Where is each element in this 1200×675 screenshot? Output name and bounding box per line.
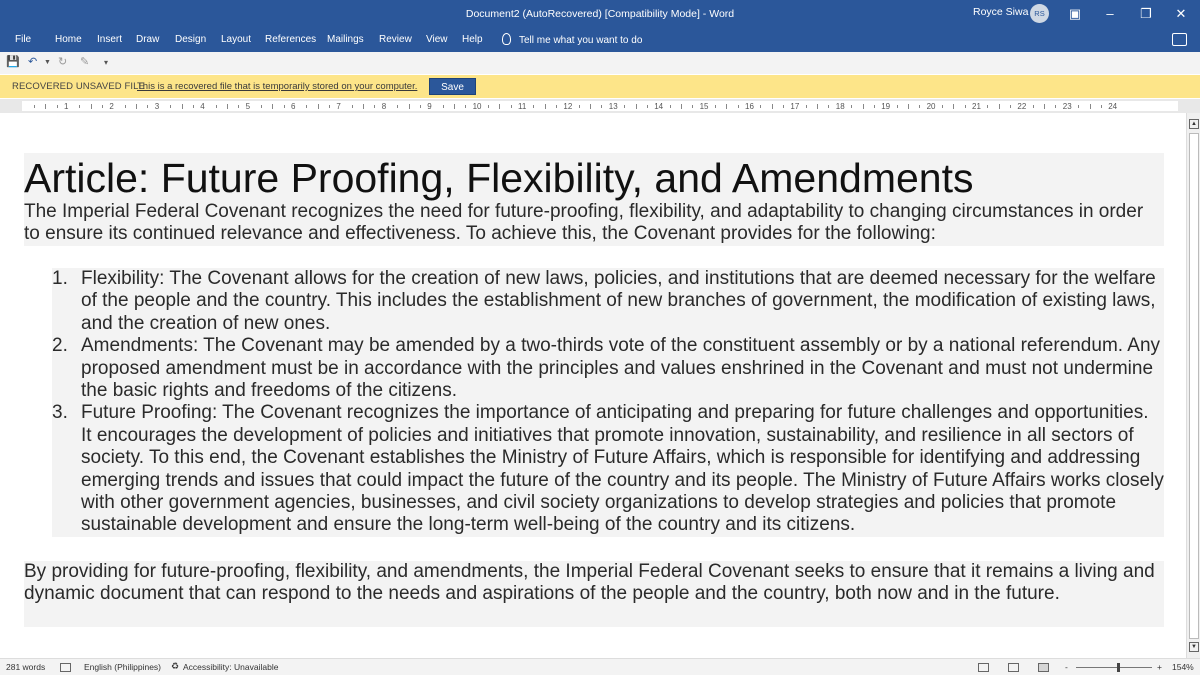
ruler-tick: [102, 105, 103, 108]
ruler-tick: [636, 104, 637, 109]
ruler-number: 22: [1017, 102, 1027, 111]
ruler-number: 24: [1108, 102, 1118, 111]
ruler-number: 17: [790, 102, 800, 111]
comments-icon[interactable]: [1172, 33, 1187, 46]
ruler-tick: [919, 105, 920, 108]
ruler-number: 11: [518, 102, 527, 111]
ruler-tick: [170, 105, 171, 108]
restore-icon[interactable]: ❐: [1140, 6, 1152, 21]
ruler-tick: [57, 105, 58, 108]
user-name[interactable]: Royce Siwa: [973, 6, 1029, 18]
list-item-text: Future Proofing: The Covenant recognizes the importance of anticipating and preparing for future challenges and opportunities. It encourages the development of policies and initiatives that promote innovation, sustainability, and resilience in all sectors of society. To this end, the Covenant establishes the Ministry of Future Affairs, which is responsible for identifying and addressing emerging trends and issues that could impact the future of the country and its people. The Ministry of Future Affairs works closely with other government agencies, businesses, and civil society organizations to develop strategies and policies that promote sustainable development and ensure the long-term well-being of the country and its citizens.: [81, 402, 1164, 536]
ruler-number: 12: [563, 102, 573, 111]
ruler-number: 13: [608, 102, 618, 111]
ruler-tick: [897, 105, 898, 108]
ruler-tick: [182, 104, 183, 109]
customize-toolbar-icon[interactable]: ▾: [104, 58, 109, 67]
ruler-tick: [647, 105, 648, 108]
ruler-tick: [420, 105, 421, 108]
list-number: 3.: [52, 402, 68, 424]
ruler-number: 14: [654, 102, 664, 111]
ruler-tick: [738, 105, 739, 108]
accessibility-icon[interactable]: ♻: [171, 661, 180, 671]
ribbon-display-options-icon[interactable]: ▣: [1068, 6, 1082, 21]
ruler-tick: [726, 104, 727, 109]
tab-review[interactable]: Review: [379, 34, 412, 45]
ruler-number: 1: [64, 102, 69, 111]
ruler-number: 18: [835, 102, 845, 111]
avatar[interactable]: RS: [1030, 4, 1049, 23]
tell-me-label: Tell me what you want to do: [519, 35, 643, 46]
tab-file[interactable]: File: [15, 34, 32, 45]
ruler-tick: [965, 105, 966, 108]
ruler-number: 15: [699, 102, 709, 111]
horizontal-ruler[interactable]: [0, 99, 1200, 113]
accessibility-status[interactable]: Accessibility: Unavailable: [183, 662, 279, 672]
ruler-tick: [91, 104, 92, 109]
title-bar: [0, 0, 1200, 30]
scrollbar-thumb[interactable]: [1189, 133, 1199, 639]
list-number: 2.: [52, 335, 68, 357]
ruler-number: 3: [154, 102, 160, 111]
ruler-tick: [987, 105, 988, 108]
list-item: [52, 402, 1164, 536]
tab-view[interactable]: View: [426, 34, 448, 45]
ruler-number: 6: [291, 102, 296, 111]
ruler-tick: [1055, 105, 1056, 108]
ruler-tick: [272, 104, 273, 109]
ruler-tick: [1010, 105, 1011, 108]
ruler-number: 19: [881, 102, 891, 111]
ruler-tick: [556, 105, 557, 108]
ruler-tick: [999, 104, 1000, 109]
ruler-number: 23: [1062, 102, 1072, 111]
word-count[interactable]: 281 words: [6, 662, 46, 672]
ruler-tick: [34, 105, 35, 108]
ruler-tick: [1090, 104, 1091, 109]
ruler-number: 9: [427, 102, 432, 111]
ruler-tick: [828, 105, 829, 108]
undo-dropdown-icon[interactable]: ▼: [44, 59, 51, 66]
ruler-number: 5: [245, 102, 251, 111]
lightbulb-icon: [502, 33, 511, 45]
recovered-title: RECOVERED UNSAVED FILE: [12, 81, 145, 92]
ruler-tick: [136, 104, 137, 109]
ruler-tick: [624, 105, 625, 108]
list-item-text: Flexibility: The Covenant allows for the creation of new laws, policies, and institutions that are deemed necessary for the welfare of the people and the country. This includes the establishment of new branches of government, the modification of existing laws, and the creation of new ones.: [81, 268, 1156, 334]
undo-icon[interactable]: ↶: [28, 56, 38, 68]
ruler-tick: [579, 105, 580, 108]
list-item-text: Amendments: The Covenant may be amended by a two-thirds vote of the constituent assembly or by a national referendum. Any proposed amendment must be in accordance with the principles and values enshrined in the Covenant and must not undermine the basic rights and freedoms of the citizens.: [81, 335, 1161, 402]
ruler-tick: [409, 104, 410, 109]
tab-layout[interactable]: Layout: [221, 34, 252, 45]
ruler-tick: [216, 105, 217, 108]
zoom-out-button[interactable]: -: [1065, 662, 1068, 672]
ruler-tick: [908, 104, 909, 109]
ruler-number: 7: [336, 102, 341, 111]
scroll-down-icon[interactable]: ▼: [1189, 642, 1199, 652]
tab-insert[interactable]: Insert: [97, 34, 123, 45]
ruler-tick: [352, 105, 353, 108]
proofing-icon[interactable]: [60, 663, 71, 672]
recovered-file-bar: [0, 75, 1200, 98]
ruler-tick: [670, 105, 671, 108]
ruler-tick: [363, 104, 364, 109]
tab-references[interactable]: References: [265, 34, 317, 45]
status-bar: [0, 658, 1200, 675]
list-item: [52, 335, 1164, 402]
tab-draw[interactable]: Draw: [136, 34, 160, 45]
ruler-tick: [1101, 105, 1102, 108]
ruler-tick: [488, 105, 489, 108]
ruler-number: 21: [972, 102, 981, 111]
ruler-tick: [147, 105, 148, 108]
tab-mailings[interactable]: Mailings: [327, 34, 364, 45]
ruler-tick: [1044, 104, 1045, 109]
ruler-tick: [465, 105, 466, 108]
ruler-tick: [715, 105, 716, 108]
ruler-tick: [783, 105, 784, 108]
ruler-number: 4: [200, 102, 205, 111]
ruler-tick: [79, 105, 80, 108]
ruler-tick: [601, 105, 602, 108]
ruler-tick: [533, 105, 534, 108]
ruler-tick: [874, 105, 875, 108]
tell-me-search[interactable]: [502, 33, 642, 46]
list-number: 1.: [52, 268, 68, 289]
ruler-tick: [499, 104, 500, 109]
tab-design[interactable]: Design: [175, 34, 207, 45]
scroll-up-icon[interactable]: ▲: [1189, 119, 1199, 129]
zoom-in-button[interactable]: +: [1157, 662, 1162, 672]
format-painter-icon[interactable]: ✎: [80, 56, 90, 68]
closing-paragraph: By providing for future-proofing, flexibility, and amendments, the Imperial Federal Covenant seeks to ensure that it remains a living and dynamic document that can respond to the needs and aspirations of the people and the country, both now and in the future.: [24, 561, 1164, 627]
document-page[interactable]: [0, 113, 1186, 658]
page-title: Article: Future Proofing, Flexibility, and Amendments: [24, 153, 1164, 203]
intro-paragraph: The Imperial Federal Covenant recognizes the need for future-proofing, flexibility, and adaptability to changing circumstances in order to ensure its continued relevance and effectiveness. To achieve this, the Covenant provides for the following:: [24, 201, 1164, 246]
ruler-tick: [681, 104, 682, 109]
vertical-scrollbar[interactable]: [1186, 113, 1200, 658]
ruler-number: 10: [472, 102, 482, 111]
ruler-track: [22, 101, 1178, 111]
ruler-tick: [942, 105, 943, 108]
zoom-slider-thumb[interactable]: [1117, 663, 1120, 672]
ruler-tick: [772, 104, 773, 109]
save-button[interactable]: Save: [429, 78, 476, 95]
ruler-tick: [193, 105, 194, 108]
numbered-list: [52, 268, 1164, 537]
language-indicator[interactable]: English (Philippines): [84, 662, 162, 672]
tab-help[interactable]: Help: [462, 34, 483, 45]
ruler-tick: [817, 104, 818, 109]
window-title: Document2 (AutoRecovered) [Compatibility Mode] - Word: [465, 8, 735, 20]
zoom-slider[interactable]: [1076, 667, 1152, 668]
close-icon[interactable]: ✕: [1175, 6, 1187, 21]
save-icon[interactable]: 💾: [6, 56, 20, 68]
web-layout-icon[interactable]: [1038, 663, 1049, 672]
ruler-tick: [692, 105, 693, 108]
minimize-icon[interactable]: –: [1106, 6, 1114, 21]
ruler-tick: [760, 105, 761, 108]
list-item: [52, 268, 1164, 335]
ruler-number: 2: [109, 102, 114, 111]
ruler-tick: [851, 105, 852, 108]
redo-icon[interactable]: ↻: [58, 56, 68, 68]
ruler-tick: [1078, 105, 1079, 108]
ruler-tick: [45, 104, 46, 109]
recovered-message-link[interactable]: This is a recovered file that is temporarily stored on your computer.: [137, 81, 418, 92]
ruler-tick: [1033, 105, 1034, 108]
ruler-number: 16: [745, 102, 754, 111]
ribbon-tabs: [0, 30, 1200, 52]
ruler-tick: [863, 104, 864, 109]
ruler-tick: [397, 105, 398, 108]
ruler-tick: [454, 104, 455, 109]
ruler-tick: [125, 105, 126, 108]
ruler-number: 20: [926, 102, 936, 111]
ruler-tick: [374, 105, 375, 108]
zoom-level[interactable]: 154%: [1172, 662, 1194, 672]
ruler-tick: [443, 105, 444, 108]
quick-access-toolbar: [0, 52, 1200, 74]
ruler-tick: [511, 105, 512, 108]
ruler-tick: [806, 105, 807, 108]
ruler-tick: [227, 104, 228, 109]
ruler-number: 8: [381, 102, 387, 111]
ruler-tick: [953, 104, 954, 109]
ruler-tick: [329, 105, 330, 108]
ruler-tick: [238, 105, 239, 108]
ruler-tick: [261, 105, 262, 108]
ruler-tick: [284, 105, 285, 108]
ruler-tick: [590, 104, 591, 109]
tab-home[interactable]: Home: [55, 34, 82, 45]
print-layout-icon[interactable]: [1008, 663, 1019, 672]
ruler-tick: [306, 105, 307, 108]
ruler-tick: [545, 104, 546, 109]
ruler-tick: [318, 104, 319, 109]
read-mode-icon[interactable]: [978, 663, 989, 672]
